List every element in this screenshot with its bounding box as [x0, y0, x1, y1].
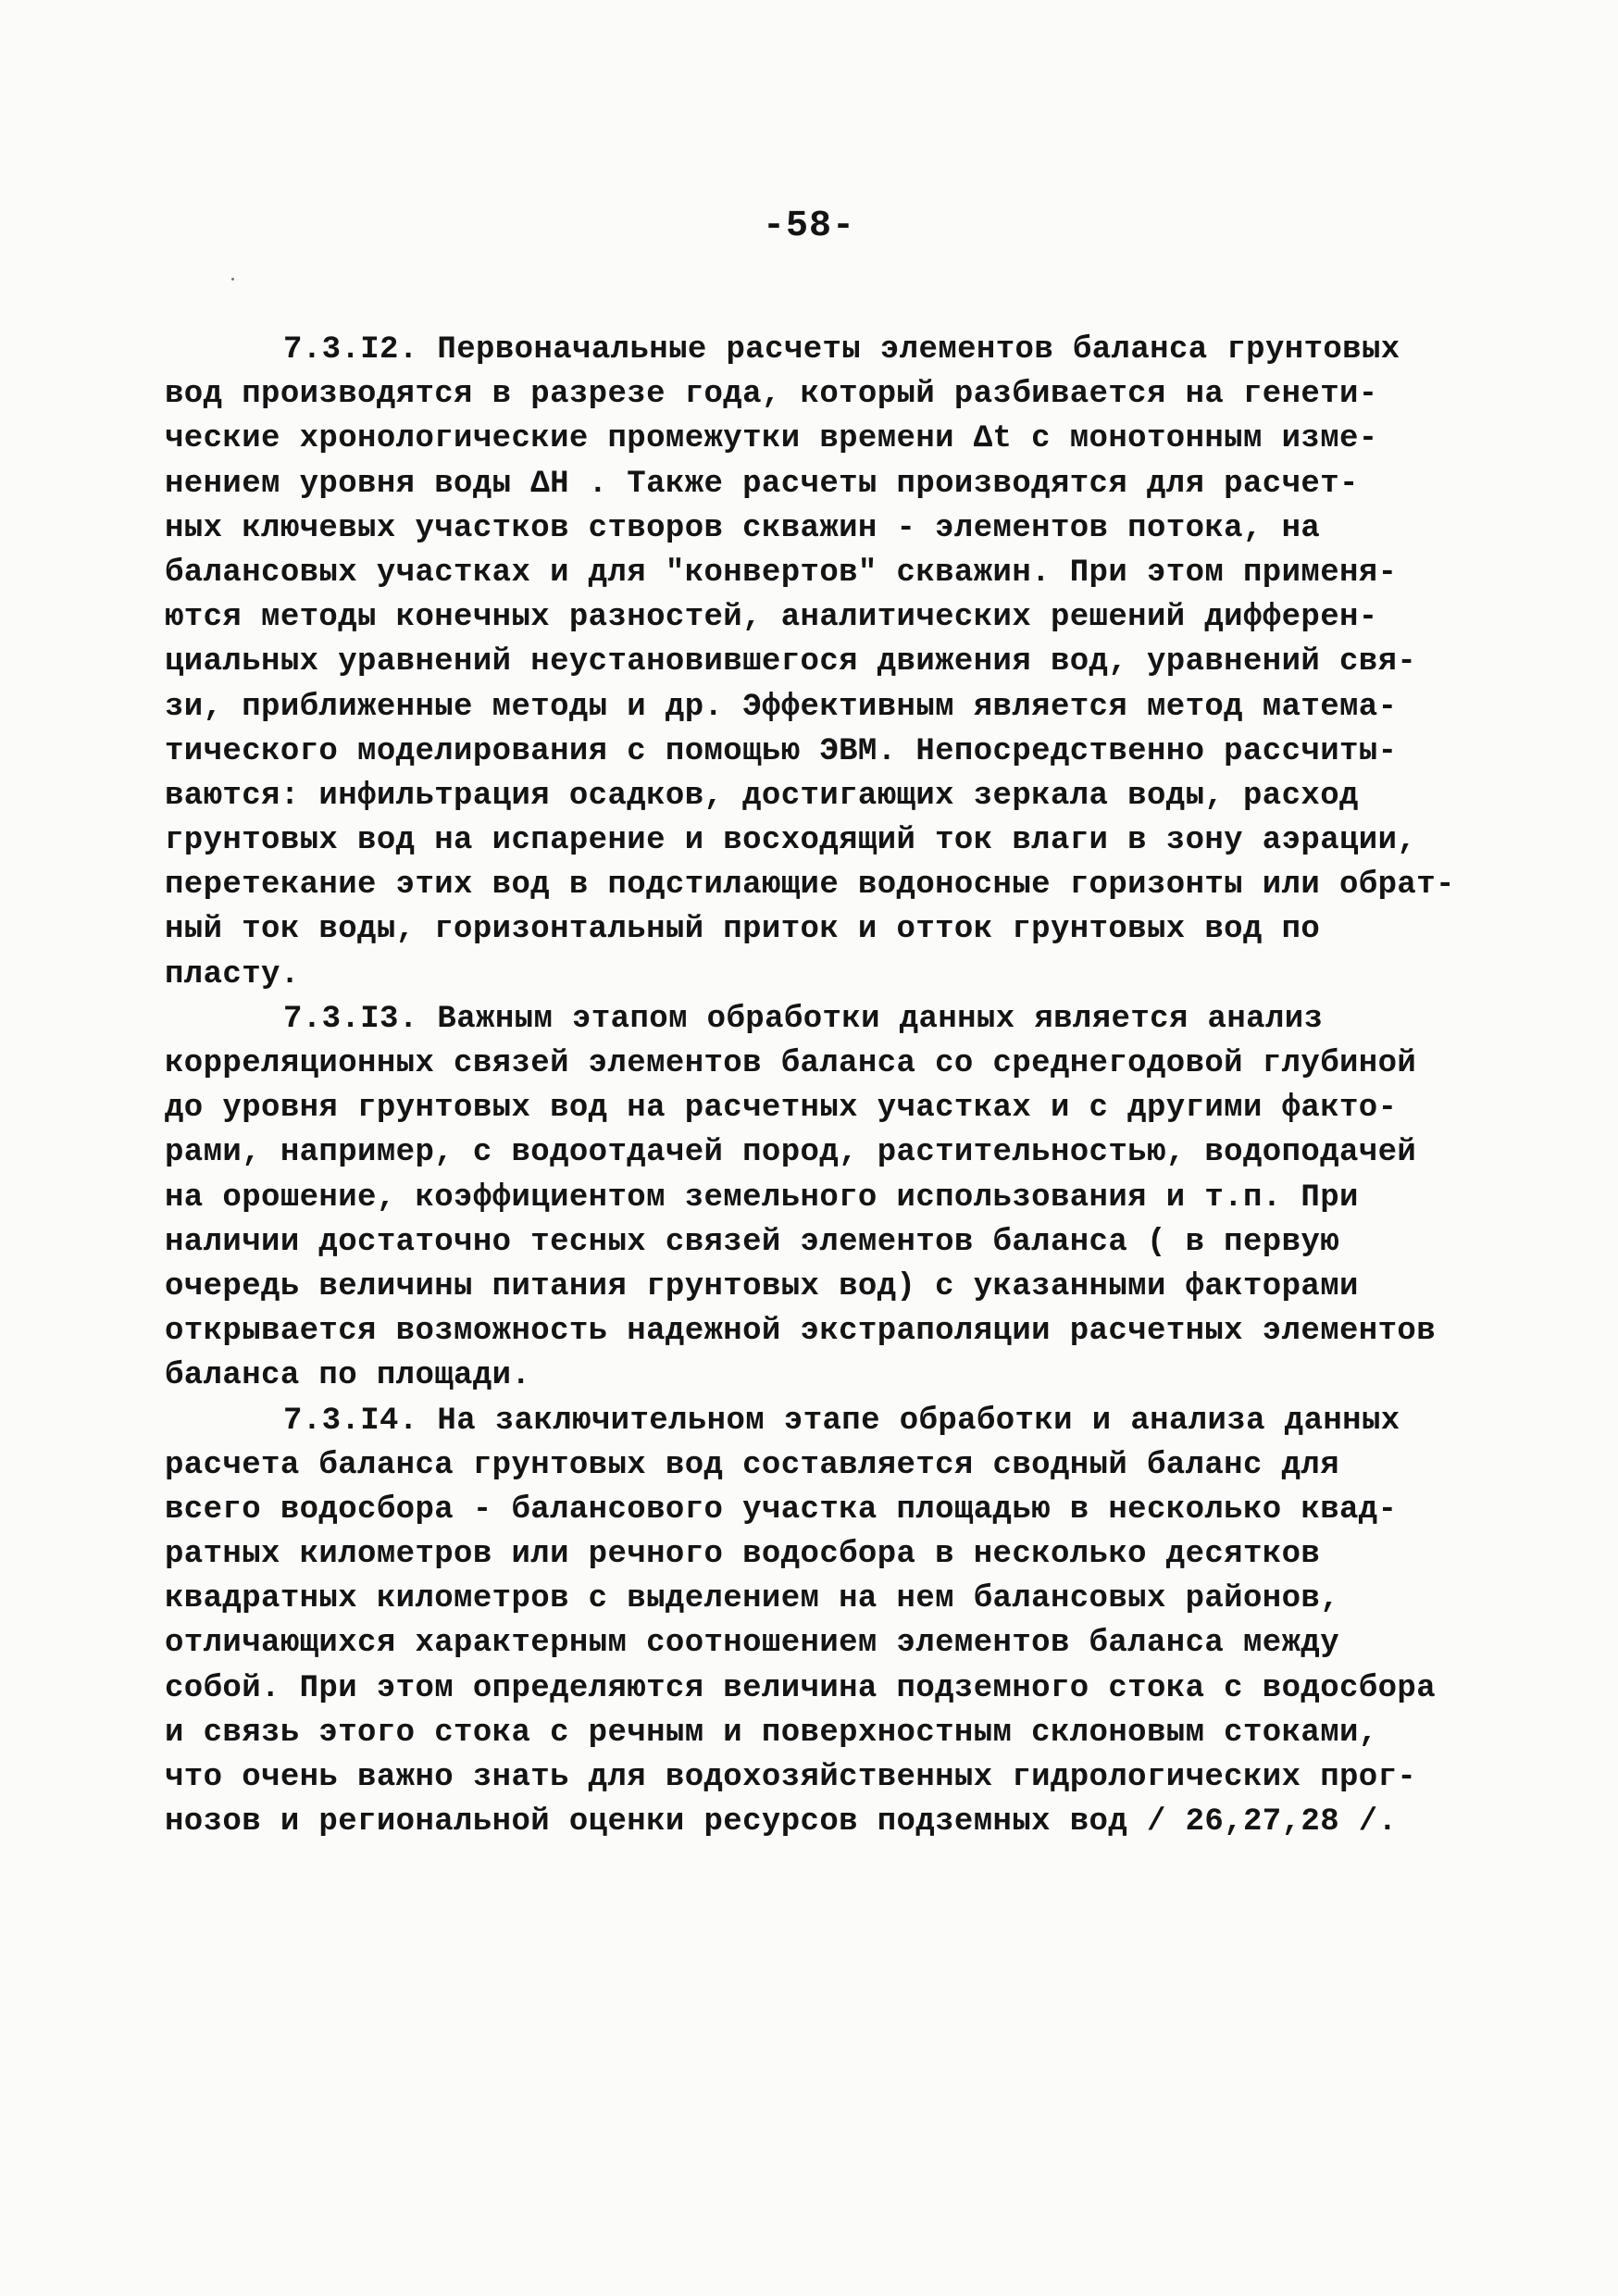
text-line: на орошение, коэффициентом земельного использования и т.п. При	[165, 1179, 1359, 1216]
text-line: перетекание этих вод в подстилающие водоносные горизонты или обрат-	[165, 867, 1455, 904]
text-line: корреляционных связей элементов баланса со среднегодовой глубиной	[165, 1046, 1417, 1081]
text-line: расчета баланса грунтовых вод составляется сводный баланс для	[165, 1447, 1340, 1483]
scan-speck	[231, 278, 234, 281]
text-line: что очень важно знать для водохозяйственных гидрологических прог-	[165, 1760, 1417, 1795]
paragraph-first-line: 7.3.I4. На заключительном этапе обработки и анализа данных	[283, 1403, 1400, 1439]
text-line: баланса по площади.	[165, 1358, 531, 1394]
text-line: ратных километров или речного водосбора в несколько десятков	[165, 1537, 1321, 1573]
text-line: нением уровня воды ΔH . Также расчеты производятся для расчет-	[165, 466, 1359, 502]
text-line: квадратных километров с выделением на нем балансовых районов,	[165, 1581, 1340, 1617]
paragraph-first-line: 7.3.I2. Первоначальные расчеты элементов баланса грунтовых	[283, 332, 1400, 368]
text-line: очередь величины питания грунтовых вод) с указанными факторами	[165, 1268, 1359, 1304]
text-line: до уровня грунтовых вод на расчетных участках и с другими факто-	[165, 1091, 1398, 1127]
page-number: -58-	[762, 206, 855, 247]
text-line: отличающихся характерным соотношением элементов баланса между	[165, 1626, 1340, 1662]
text-line: нозов и региональной оценки ресурсов подземных вод / 26,27,28 /.	[165, 1804, 1398, 1841]
text-line: тического моделирования с помощью ЭВМ. Непосредственно рассчиты-	[165, 733, 1398, 769]
text-line: и связь этого стока с речным и поверхностным склоновым стоками,	[165, 1715, 1378, 1751]
text-line: ются методы конечных разностей, аналитических решений дифферен-	[165, 600, 1378, 636]
paragraph-first-line: 7.3.I3. Важным этапом обработки данных является анализ	[283, 1001, 1324, 1037]
text-line: циальных уравнений неустановившегося движения вод, уравнений свя-	[165, 644, 1417, 680]
text-line: ваются: инфильтрация осадков, достигающих зеркала воды, расход	[165, 778, 1359, 814]
text-line: всего водосбора - балансового участка площадью в несколько квад-	[165, 1491, 1398, 1528]
text-line: пласту.	[165, 956, 300, 992]
text-line: ных ключевых участков створов скважин - элементов потока, на	[165, 510, 1321, 546]
text-line: балансовых участках и для "конвертов" скважин. При этом применя-	[165, 555, 1398, 591]
text-line: вод производятся в разрезе года, который разбивается на генети-	[165, 377, 1378, 413]
text-line: рами, например, с водоотдачей пород, растительностью, водоподачей	[165, 1135, 1417, 1171]
body-text	[165, 328, 1479, 1844]
text-line: грунтовых вод на испарение и восходящий ток влаги в зону аэрации,	[165, 823, 1417, 859]
text-line: наличии достаточно тесных связей элементов баланса ( в первую	[165, 1224, 1340, 1260]
text-line: зи, приближенные методы и др. Эффективным является метод матема-	[165, 689, 1398, 725]
text-line: открывается возможность надежной экстраполяции расчетных элементов	[165, 1314, 1437, 1350]
text-line: ческие хронологические промежутки времени Δt с монотонным изме-	[165, 421, 1378, 457]
text-line: собой. При этом определяются величина подземного стока с водосбора	[165, 1670, 1437, 1706]
text-line: ный ток воды, горизонтальный приток и отток грунтовых вод по	[165, 912, 1321, 948]
